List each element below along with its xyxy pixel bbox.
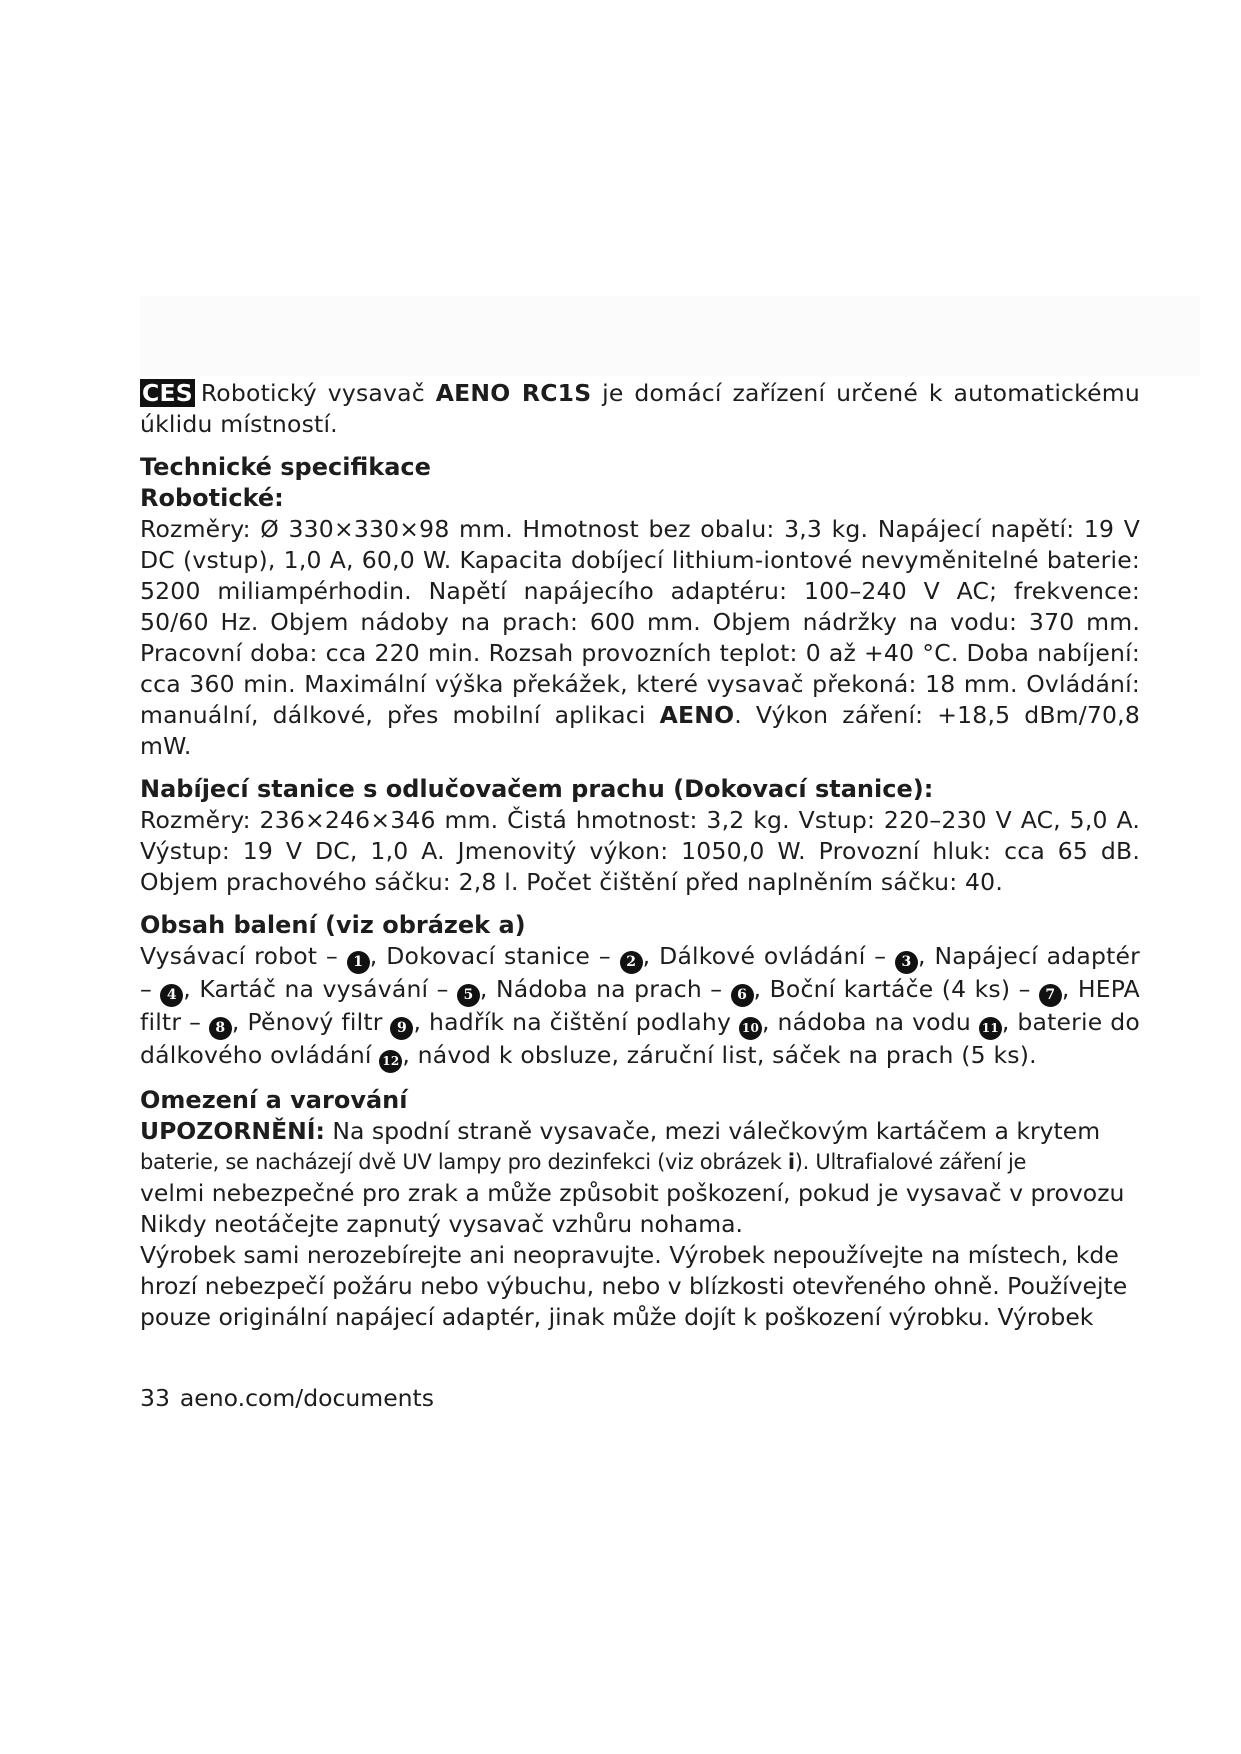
package-item-text: Dálkové ovládání – <box>659 942 896 970</box>
page-footer <box>140 1383 444 1413</box>
package-heading: Obsah balení (viz obrázek a) <box>140 911 526 939</box>
package-item-text: Napájecí adaptér – <box>140 942 1141 1003</box>
warning-line <box>140 1116 1241 1147</box>
item-number-badge: 10 <box>739 1017 762 1040</box>
warning-label: UPOZORNĚNÍ: <box>140 1117 325 1145</box>
warning-line-7: pouze originální napájecí adaptér, jinak může dojít k poškození výrobku. Výrobek <box>140 1303 1094 1331</box>
package-item-text: Dokovací stanice – <box>386 942 620 970</box>
warning-line-4: Nikdy neotáčejte zapnutý vysavač vzhůru nohama. <box>140 1210 743 1238</box>
item-number-badge: 9 <box>390 1017 413 1040</box>
item-number-badge: 5 <box>457 984 480 1007</box>
intro-paragraph <box>140 378 1140 440</box>
intro-text: Robotický vysavač <box>200 379 436 407</box>
robot-specs-brand: AENO <box>659 701 735 729</box>
scan-shade <box>140 296 1200 376</box>
package-item-separator: , <box>642 942 660 970</box>
item-number-badge: 12 <box>379 1050 402 1073</box>
warnings-text <box>140 1116 1241 1333</box>
package-item-separator: , <box>413 1008 430 1036</box>
item-number-badge: 8 <box>209 1017 232 1040</box>
package-item-separator: , <box>761 1008 778 1036</box>
package-item-separator: , <box>1061 975 1078 1003</box>
warning-line-6: hrozí nebezpečí požáru nebo výbuchu, nebo v blízkosti otevřeného ohně. Používejte <box>140 1272 1128 1300</box>
package-item-separator: , <box>402 1041 418 1069</box>
package-item-separator: , <box>183 975 200 1003</box>
package-item-separator: , <box>369 942 387 970</box>
item-number-badge: 2 <box>620 951 643 974</box>
warnings-heading: Omezení a varování <box>140 1086 408 1114</box>
specs-heading: Technické specifikace <box>140 453 431 481</box>
package-tail: návod k obsluze, záruční list, sáček na prach (5 ks). <box>417 1041 1037 1069</box>
robot-specs-text-end: . Výkon záření: +18,5 dBm/70,8 mW. <box>140 701 1140 760</box>
warning-line-5: Výrobek sami nerozebírejte ani neopravujte. Výrobek nepoužívejte na místech, kde <box>140 1241 1119 1269</box>
package-item-text: hadřík na čištění podlahy <box>429 1008 739 1036</box>
package-item-text: nádoba na vodu <box>777 1008 979 1036</box>
item-number-badge: 7 <box>1039 984 1062 1007</box>
warning-line-2a: baterie, se nacházejí dvě UV lampy pro dezinfekci (viz obrázek <box>140 1150 788 1174</box>
warning-line-2c: ). Ultrafialové záření je <box>794 1150 1027 1174</box>
package-item-text: baterie do dálkového ovládání <box>140 1008 1140 1069</box>
package-item-separator: , <box>479 975 496 1003</box>
item-number-badge: 6 <box>731 984 754 1007</box>
package-item-text: Vysávací robot – <box>140 942 347 970</box>
item-number-badge: 11 <box>979 1017 1002 1040</box>
page-number: 33 <box>140 1384 170 1412</box>
package-item-separator: , <box>753 975 770 1003</box>
package-item-separator: , <box>918 942 935 970</box>
package-item-separator: , <box>1001 1008 1018 1036</box>
document-content <box>140 378 1140 1333</box>
item-number-badge: 1 <box>347 951 370 974</box>
package-item-text: Kartáč na vysávání – <box>199 975 457 1003</box>
package-item-text: Nádoba na prach – <box>495 975 731 1003</box>
robot-specs <box>140 514 1140 762</box>
robot-heading: Robotické: <box>140 484 284 512</box>
package-item-text: Pěnový filtr <box>247 1008 391 1036</box>
language-badge: CES <box>142 379 193 407</box>
package-contents <box>140 941 1140 1073</box>
footer-url[interactable]: aeno.com/documents <box>179 1384 435 1412</box>
item-number-badge: 4 <box>160 984 183 1007</box>
package-item-text: Boční kartáče (4 ks) – <box>769 975 1039 1003</box>
warning-line <box>140 1147 1241 1178</box>
package-item-text: HEPA filtr – <box>140 975 1140 1036</box>
item-number-badge: 3 <box>895 951 918 974</box>
brand-name: AENO RC1S <box>435 379 592 407</box>
warning-line-1: Na spodní straně vysavače, mezi válečkovým kartáčem a krytem <box>324 1117 1101 1145</box>
warning-line-3: velmi nebezpečné pro zrak a může způsobit poškození, pokud je vysavač v provozu <box>140 1179 1125 1207</box>
robot-specs-text: Rozměry: Ø 330×330×98 mm. Hmotnost bez obalu: 3,3 kg. Napájecí napětí: 19 V DC (vstup), 1,0 A, 60,0 W. Kapacita dobíjecí lithium-iontové nevyměnitelné baterie: 5200 miliampérhodin. Napětí napájecího adaptéru: 100–240 V AC; frekvence: 50/60 Hz. Objem nádoby na prach: 600 mm. Objem nádržky na vodu: 370 mm. Pracovní doba: cca 220 min. Rozsah provozních teplot: 0 až +40 °C. Doba nabíjení: cca 360 min. Maximální výška překážek, které vysavač překoná: 18 mm. Ovládání: manuální, dálkové, přes mobilní aplikaci <box>140 515 1140 729</box>
station-specs: Rozměry: 236×246×346 mm. Čistá hmotnost: 3,2 kg. Vstup: 220–230 V AC, 5,0 A. Výstup: 19 V DC, 1,0 A. Jmenovitý výkon: 1050,0 W. Provozní hluk: cca 65 dB. Objem prachového sáčku: 2,8 l. Počet čištění před naplněním sáčku: 40. <box>140 806 1140 896</box>
intro-text-end: je domácí zařízení určené k automatickému úklidu místností. <box>140 379 1140 438</box>
package-item-separator: , <box>231 1008 248 1036</box>
station-heading: Nabíjecí stanice s odlučovačem prachu (Dokovací stanice): <box>140 775 934 803</box>
warning-figure-ref: i <box>787 1150 795 1174</box>
